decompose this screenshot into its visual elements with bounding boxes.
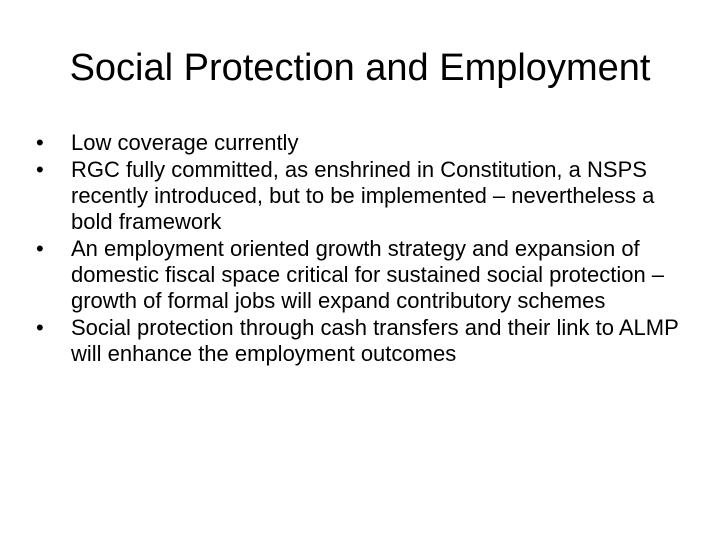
slide-title: Social Protection and Employment: [69, 47, 651, 89]
bullet-icon: •: [36, 157, 44, 182]
bullet-item: [36, 157, 686, 235]
bullet-icon: •: [36, 130, 44, 155]
bullet-icon: •: [36, 236, 44, 261]
bullet-text: Social protection through cash transfers and their link to ALMP will enhance the employment outcomes: [71, 315, 679, 366]
bullet-icon: •: [36, 315, 44, 340]
bullet-item: [36, 315, 686, 367]
bullet-list: [36, 130, 686, 368]
bullet-text: Low coverage currently: [71, 130, 299, 155]
bullet-text: An employment oriented growth strategy and expansion of domestic fiscal space critical for sustained social protection – growth of formal jobs will expand contributory schemes: [71, 236, 665, 313]
bullet-text: RGC fully committed, as enshrined in Constitution, a NSPS recently introduced, but to be implemented – nevertheless a bold framework: [71, 157, 655, 234]
bullet-item: [36, 130, 686, 156]
bullet-item: [36, 236, 686, 314]
